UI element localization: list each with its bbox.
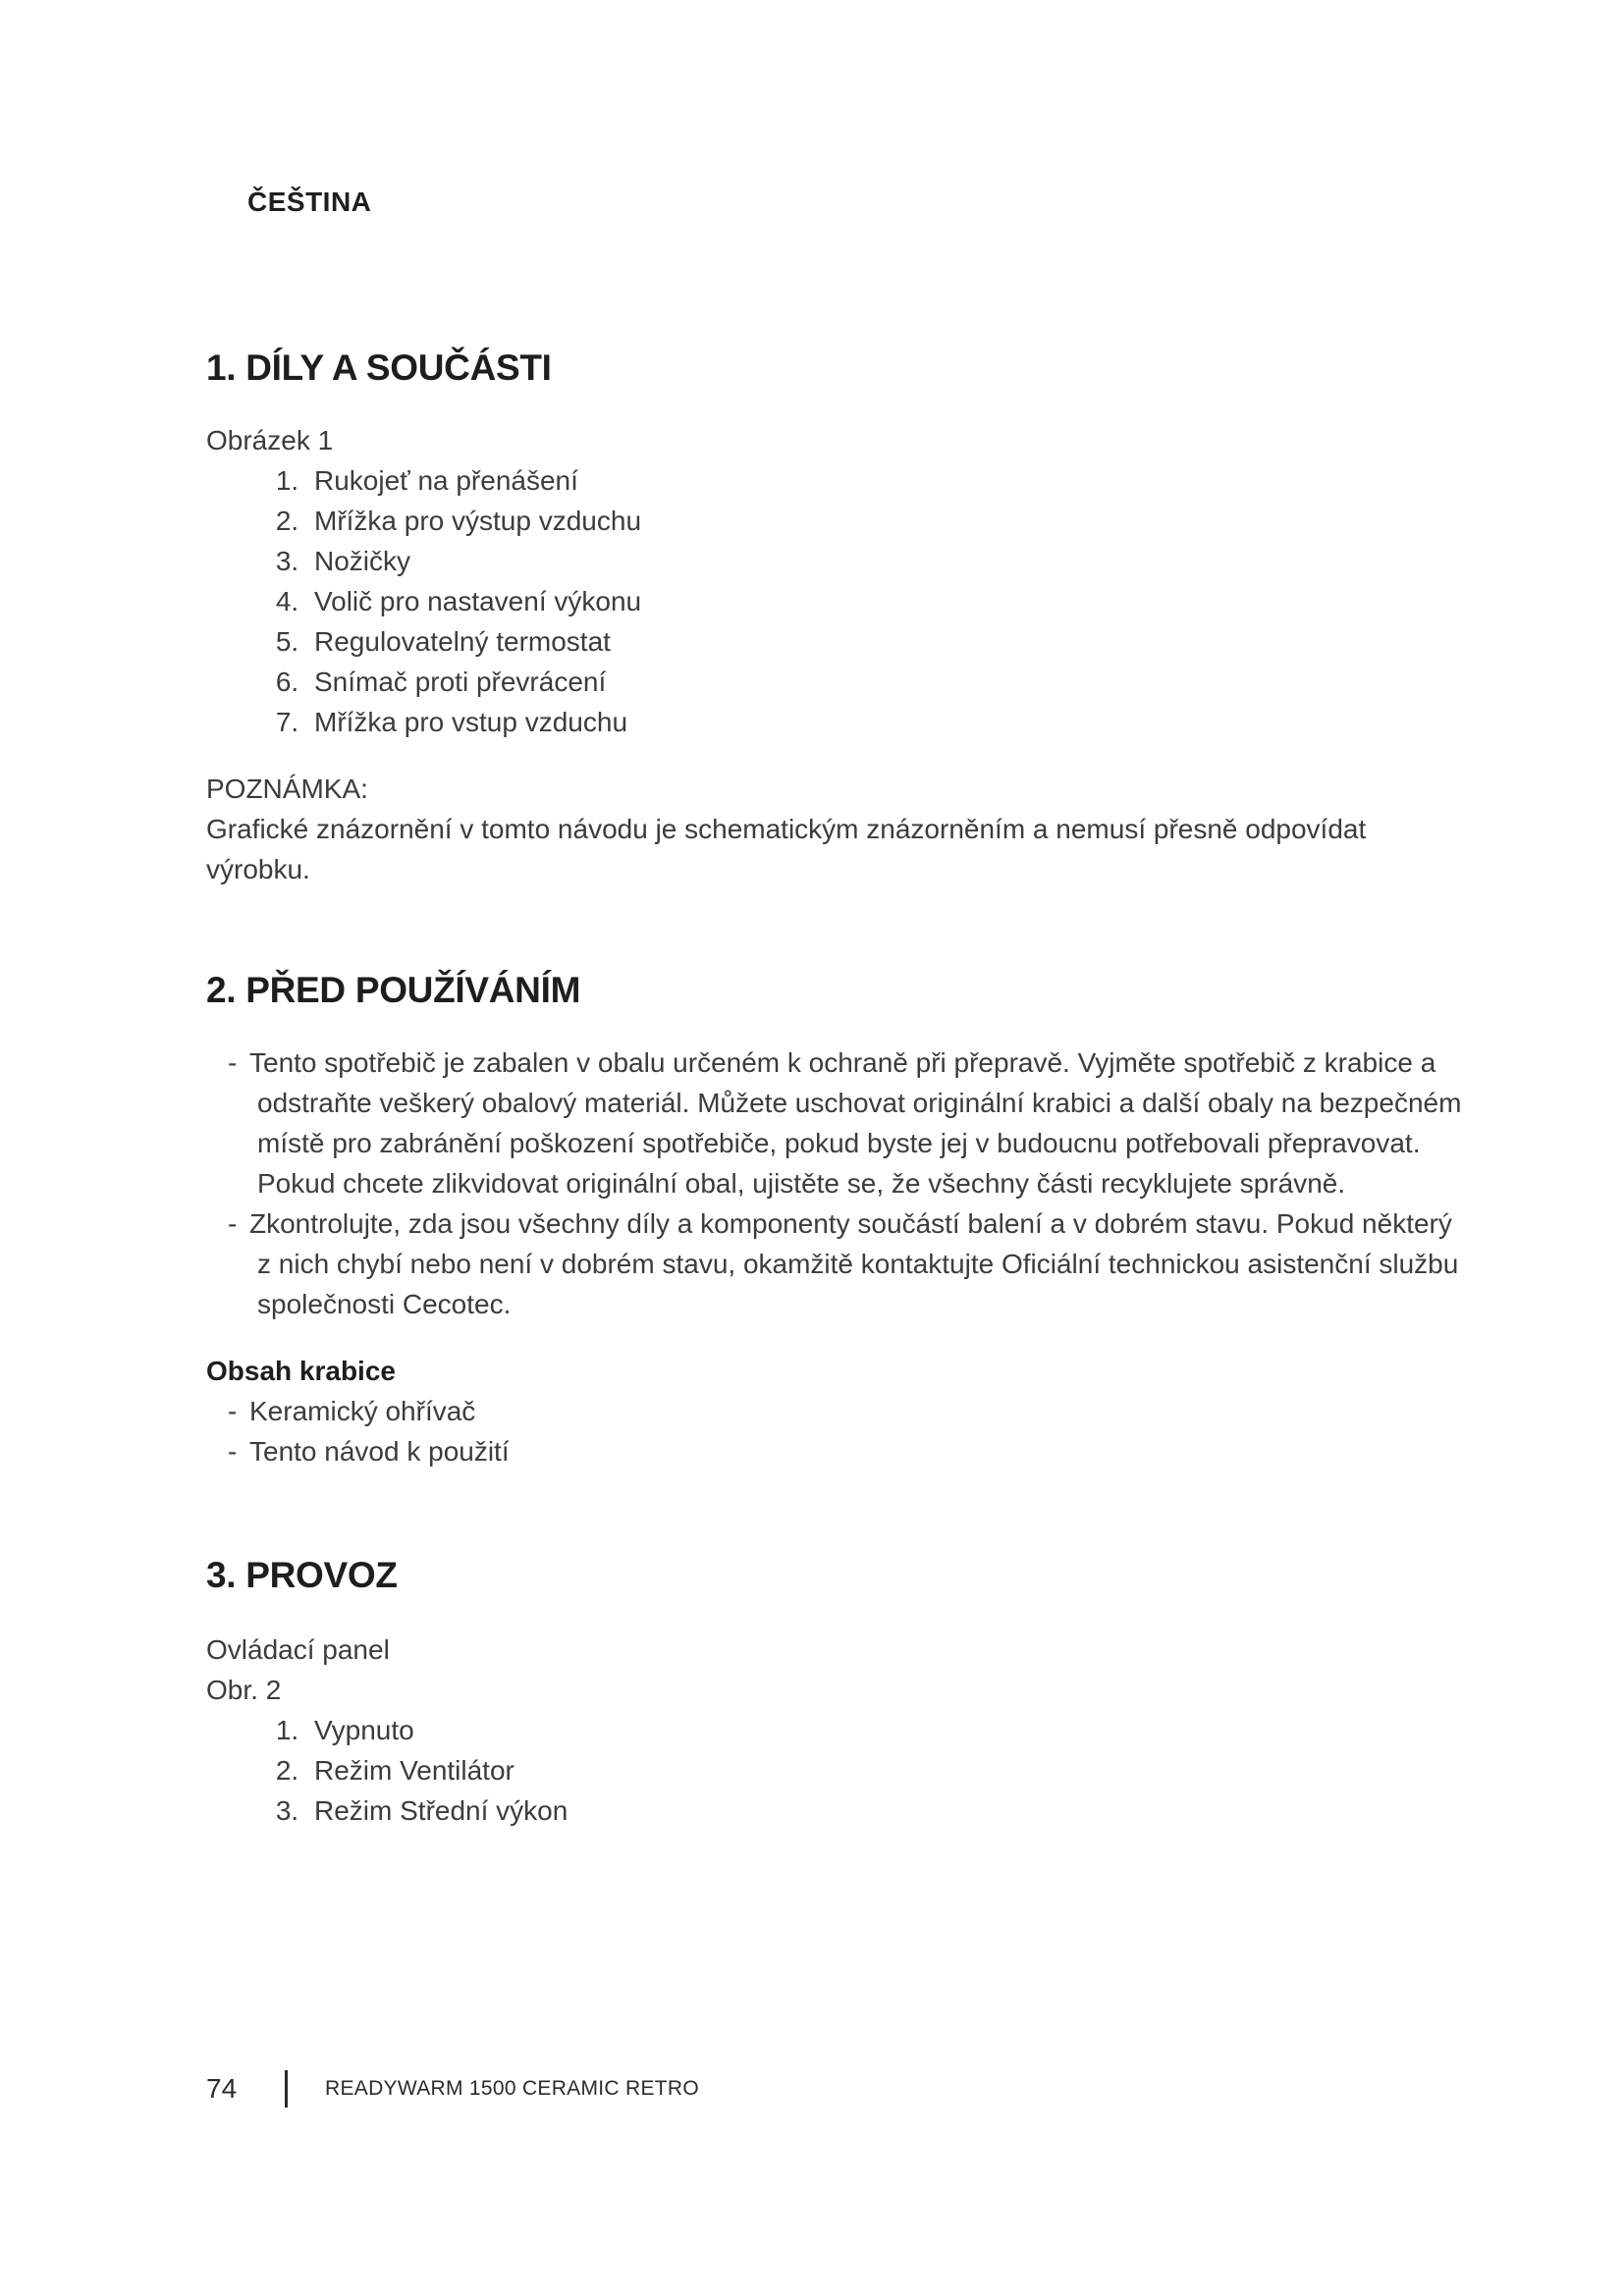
note-text: Grafické znázornění v tomto návodu je schematickým znázorněním a nemusí přesně odpovídat výrobku.: [206, 813, 1367, 884]
figure-1-label: Obrázek 1: [206, 424, 334, 455]
modes-list-item: 3. Režim Střední výkon: [306, 1790, 1473, 1831]
parts-list-item: 4. Volič pro nastavení výkonu: [306, 581, 1473, 621]
language-label: ČEŠTINA: [247, 187, 372, 217]
parts-list-item: 2. Mřížka pro výstup vzduchu: [306, 501, 1473, 541]
document-content: [206, 348, 1473, 1831]
parts-list-item: 6. Snímač proti převrácení: [306, 662, 1473, 702]
box-contents-item: - Tento návod k použití: [228, 1436, 510, 1468]
parts-list-item: 5. Regulovatelný termostat: [306, 621, 1473, 662]
control-panel-label: Ovládací panel: [206, 1634, 390, 1666]
box-contents-list: [206, 1391, 1473, 1471]
note-label: POZNÁMKA:: [206, 773, 368, 804]
before-use-item: - Zkontrolujte, zda jsou všechny díly a komponenty součástí balení a v dobrém stavu. Pokud některý z nich chybí nebo není v dobrém stavu, okamžitě kontaktujte Oficiální technickou asistenční službu společnosti Cecotec.: [228, 1208, 1459, 1320]
section-3-title: 3. PROVOZ: [206, 1555, 398, 1596]
parts-list-item: 3. Nožičky: [306, 541, 1473, 581]
page-number: 74: [206, 2073, 238, 2104]
modes-list-item: 1. Vypnuto: [306, 1710, 1473, 1750]
parts-list: [206, 460, 1473, 742]
box-contents-title: Obsah krabice: [206, 1356, 396, 1387]
model-name: READYWARM 1500 CERAMIC RETRO: [325, 2077, 700, 2100]
modes-list-item: 2. Režim Ventilátor: [306, 1750, 1473, 1790]
before-use-list: [206, 1042, 1473, 1324]
section-1-title: 1. DÍLY A SOUČÁSTI: [206, 347, 552, 388]
modes-list: [206, 1710, 1473, 1831]
section-2-title: 2. PŘED POUŽÍVÁNÍM: [206, 969, 581, 1010]
box-contents-item: - Keramický ohřívač: [228, 1396, 476, 1427]
parts-list-item: 7. Mřížka pro vstup vzduchu: [306, 702, 1473, 742]
page-footer: [206, 2067, 699, 2110]
footer-divider: [285, 2070, 288, 2108]
parts-list-item: 1. Rukojeť na přenášení: [306, 460, 1473, 501]
figure-2-label: Obr. 2: [206, 1675, 282, 1706]
before-use-item: - Tento spotřebič je zabalen v obalu určeném k ochraně při přepravě. Vyjměte spotřebič z krabice a odstraňte veškerý obalový materiál. Můžete uschovat originální krabici a další obaly na bezpečném místě pro zabránění poškození spotřebiče, pokud byste jej v budoucnu potřebovali přepravovat. Pokud chcete zlikvidovat originální obal, ujistěte se, že všechny části recyklujete správně.: [228, 1047, 1462, 1200]
